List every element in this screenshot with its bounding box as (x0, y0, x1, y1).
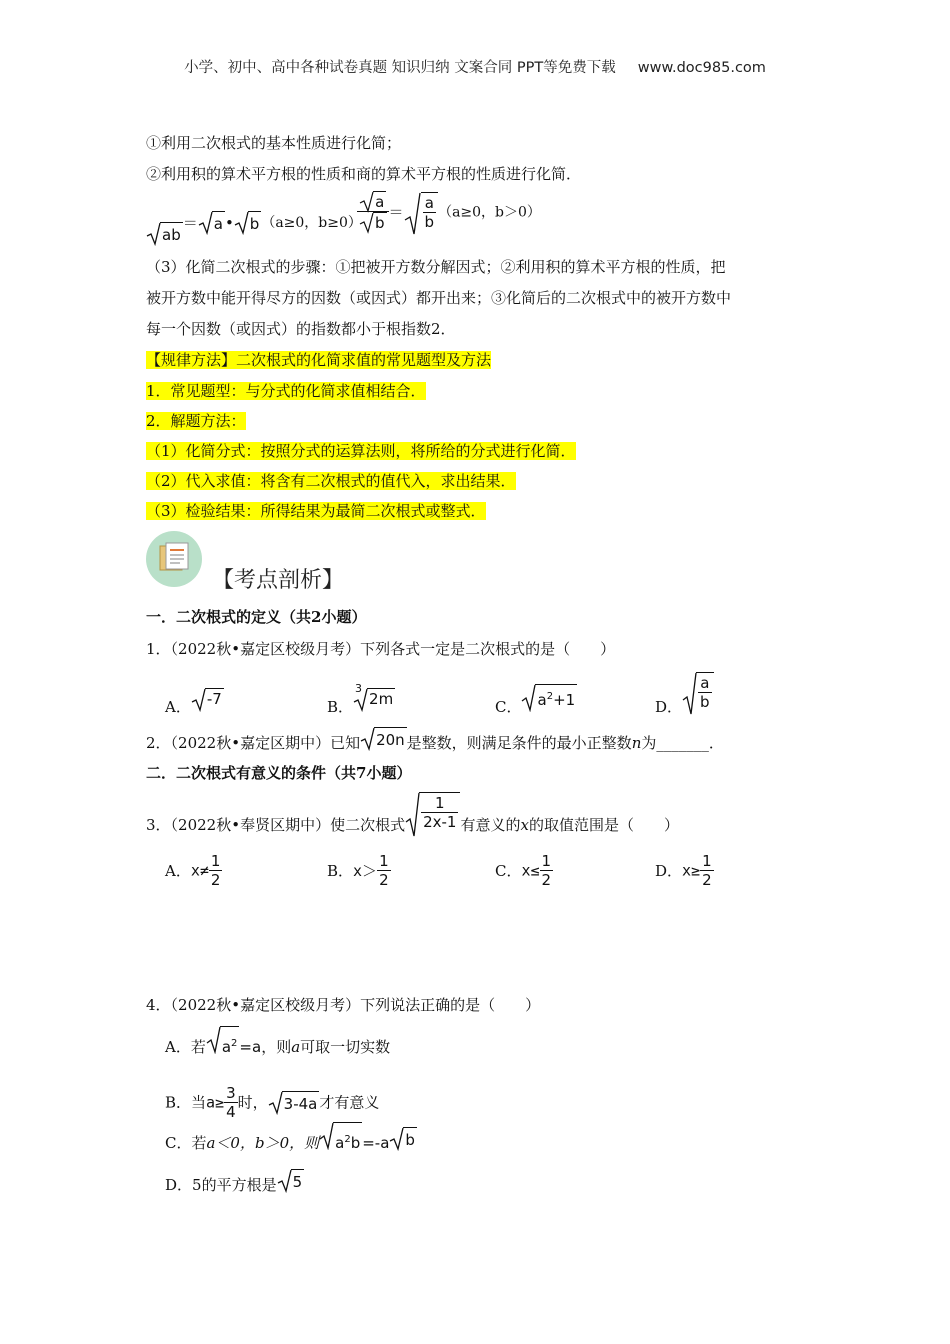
q4-option-d[interactable]: D．5的平方根是 5 (165, 1174, 304, 1196)
q3-option-d[interactable]: D．x≥ $\frac{1}{2}$ (655, 852, 712, 889)
part2-title: 二．二次根式有意义的条件（共7小题） (146, 764, 412, 782)
rule-4: （2）代入求值：将含有二次根式的值代入，求出结果． (146, 472, 516, 490)
q3-option-b[interactable]: B．x＞ $\frac{1}{2}$ (327, 852, 389, 889)
q1-option-a[interactable]: A． -7 (165, 690, 222, 716)
q1-stem: 1．（2022秋•嘉定区校级月考）下列各式一定是二次根式的是（ ） (146, 640, 616, 658)
part1-title: 一．二次根式的定义（共2小题） (146, 608, 367, 626)
sqrt-fraction-left: $\frac{a}{b}$ (357, 191, 389, 232)
section-title: 【考点剖析】 (212, 568, 345, 593)
steps-line-3: 每一个因数（或因式）的指数都小于根指数2． (146, 320, 456, 338)
rule-title: 【规律方法】二次根式的化简求值的常见题型及方法 (146, 351, 492, 369)
sqrt-b: b (234, 211, 262, 235)
method-1: ①利用二次根式的基本性质进行化简； (146, 134, 402, 152)
header-text: 小学、初中、高中各种试卷真题 知识归纳 文案合同 PPT等免费下载 (184, 60, 616, 76)
rule-3: （1）化简分式：按照分式的运算法则，将所给的分式进行化简． (146, 442, 576, 460)
eq1-condition: （a≥0，b≥0） (261, 215, 362, 231)
sqrt-ab: ab (146, 222, 183, 246)
q4-option-b[interactable]: B．当a≥ $\frac{3}{4}$ 时， 3-4a 才有意义 (165, 1084, 380, 1121)
q1-option-d[interactable]: D． $\frac{a}{b}$ (655, 696, 714, 717)
q1-option-b[interactable]: B． 3 2m (327, 682, 394, 716)
steps-line-1: （3）化简二次根式的步骤：①把被开方数分解因式；②利用积的算术平方根的性质，把 (146, 258, 726, 276)
sqrt-a: a (198, 211, 225, 235)
q4-stem: 4．（2022秋•嘉定区校级月考）下列说法正确的是（ ） (146, 996, 541, 1014)
formula-line: ab＝ a • b （a≥0，b≥0） (146, 200, 362, 248)
q3-option-c[interactable]: C．x≤ $\frac{1}{2}$ (495, 852, 552, 889)
q2: 2．（2022秋•嘉定区期中）已知 20n 是整数，则满足条件的最小正整数n为_______． (146, 732, 724, 754)
rule-1: 1．常见题型：与分式的化简求值相结合． (146, 382, 426, 400)
q3-option-a[interactable]: A．x≠ $\frac{1}{2}$ (165, 852, 221, 889)
q1-option-c[interactable]: C． $a^2+1$ (495, 696, 577, 717)
q4-option-a[interactable]: A．若 $a^2 =a$，则a可取一切实数 (165, 1036, 390, 1058)
steps-line-2: 被开方数中能开得尽方的因数（或因式）都开出来；③化简后的二次根式中的被开方数中 (146, 289, 732, 307)
header-url[interactable]: www.doc985.com (637, 60, 766, 76)
section-document-icon (146, 531, 202, 587)
sqrt-of-fraction: $\frac{a}{b}$ (404, 192, 439, 231)
quotient-formula: $\frac{a}{b}$ ＝ $\frac{a}{b}$ （a≥0，b＞0） (357, 191, 541, 232)
eq2-condition: （a≥0，b＞0） (438, 204, 541, 221)
page-header (0, 56, 950, 77)
q4-option-c[interactable]: C．若a＜0，b＞0，则 $a^2b =-a$ b (165, 1132, 417, 1154)
rule-5: （3）检验结果：所得结果为最简二次根式或整式． (146, 502, 486, 520)
rule-2: 2．解题方法： (146, 412, 246, 430)
q3-stem: 3．（2022秋•奉贤区期中）使二次根式 $\frac{1}{2x-1}$ 有意义的x的取值范围是（ ） (146, 793, 679, 834)
method-2: ②利用积的算术平方根的性质和商的算术平方根的性质进行化简． (146, 165, 582, 183)
